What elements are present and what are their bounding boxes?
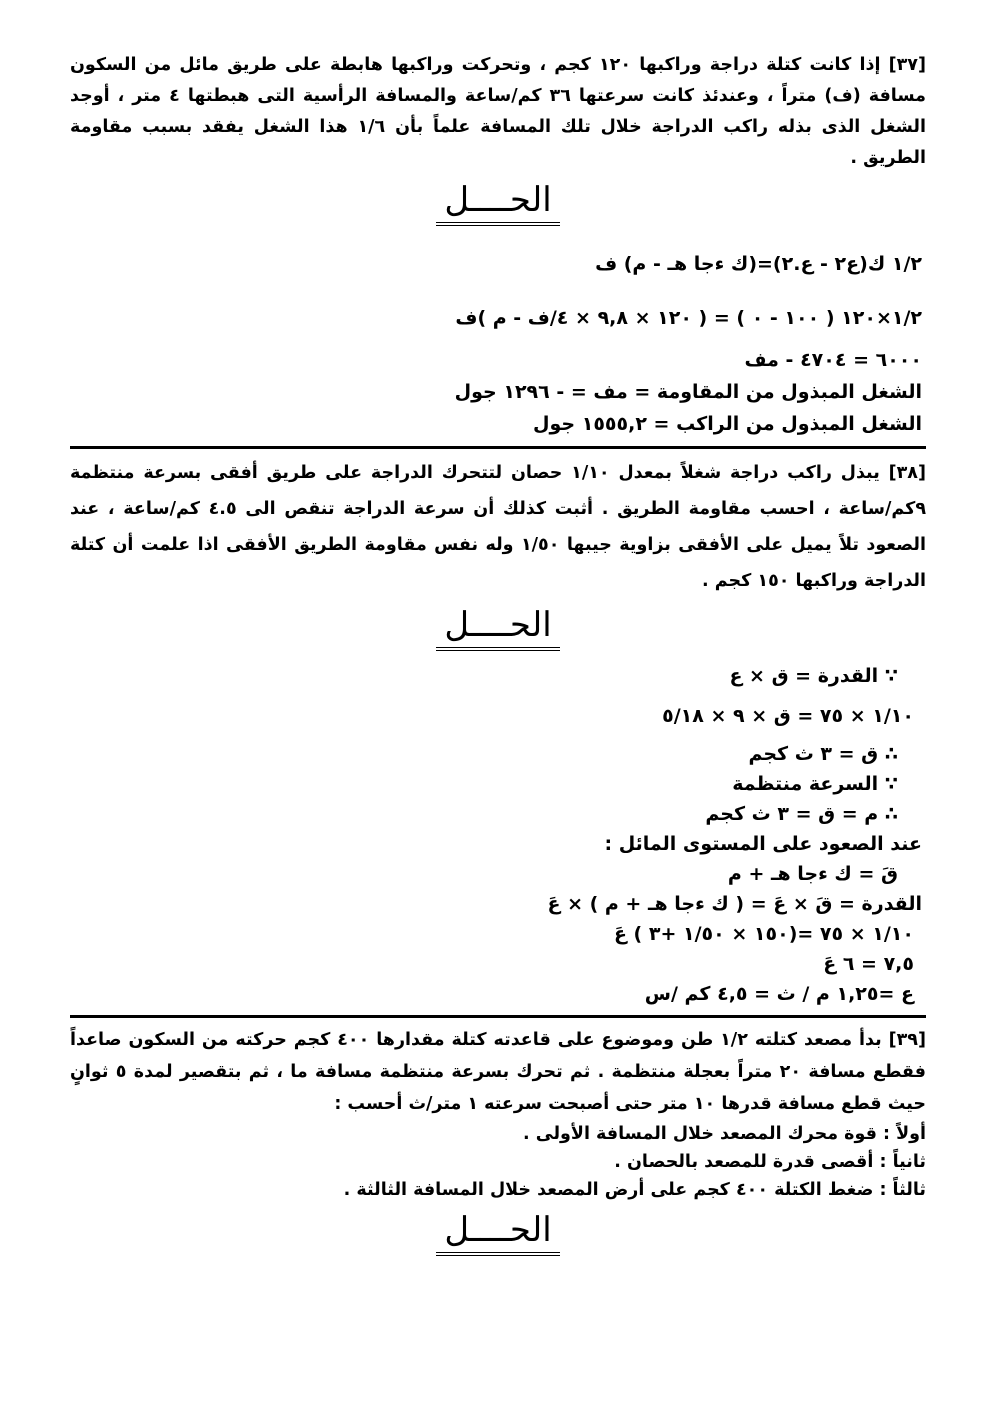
solution-37-line-4: الشغل المبذول من المقاومة = مف = - ١٢٩٦ جول <box>454 381 922 403</box>
solution-header-label: الحــــل <box>444 1210 552 1250</box>
solution-38-line-10: ٧,٥ = ٦ عَ <box>823 953 914 975</box>
solution-38-line-2: ١/١٠ × ٧٥ = ق × ٩ × ٥/١٨ <box>662 705 914 727</box>
solution-38-line-11: ع =١,٢٥ م / ث = ٤,٥ كم /س <box>644 983 914 1005</box>
problem-38-text: [٣٨] يبذل راكب دراجة شغلاً بمعدل ١/١٠ حصان لتتحرك الدراجة على طريق أفقى بسرعة منتظمة ٩كم/ساعة ، احسب مقاومة الطريق . أثبت كذلك أن سرعة الدراجة تنقص الى ٤.٥ كم/ساعة ، عند الصعود تلاً يميل على الأفقى بزاوية جيبها ١/٥٠ وله نفس مقاومة الطريق الأفقى اذا علمت أن كتلة الدراجة وراكبها ١٥٠ كجم . <box>70 463 926 591</box>
problem-39-item-2: ثانياً : أقصى قدرة للمصعد بالحصان . <box>614 1152 926 1172</box>
document-page <box>70 50 926 1266</box>
solution-header-38 <box>70 605 926 651</box>
solution-38-line-1: ∵ القدرة = ق × ع <box>729 665 898 687</box>
solution-38-line-9: ١/١٠ × ٧٥ =(١٥٠ × ١/٥٠ +٣ ) عَ <box>613 923 914 945</box>
solution-header-label: الحــــل <box>444 605 552 645</box>
solution-header-37 <box>70 180 926 226</box>
solution-38 <box>70 661 926 1009</box>
solution-38-line-5: ∴ م = ق = ٣ ث كجم <box>705 803 898 825</box>
problem-39-item-1: أولاً : قوة محرك المصعد خلال المسافة الأولى . <box>523 1124 926 1144</box>
solution-38-line-8: القدرة = قَ × عَ = ( ك ءجا هـ + م ) × عَ <box>547 893 922 915</box>
solution-37-line-2: ١/٢×١٢٠ ( ١٠٠ - ٠ ) = ( ١٢٠ × ٩,٨ × ٤/ف - م )ف <box>455 307 922 329</box>
solution-37-line-5: الشغل المبذول من الراكب = ١٥٥٥,٢ جول <box>533 413 922 435</box>
solution-38-line-6: عند الصعود على المستوى المائل : <box>604 833 922 855</box>
solution-header-label: الحــــل <box>444 180 552 220</box>
solution-header-39 <box>70 1210 926 1256</box>
solution-38-line-3: ∴ ق = ٣ ث كجم <box>748 743 898 765</box>
solution-37-line-1: ١/٢ ك(ع٢ - ع.٢)=(ك ءجا هـ - م) ف <box>595 253 922 275</box>
solution-38-line-7: قَ = ك ءجا هـ + م <box>727 863 898 885</box>
section-divider <box>70 1015 926 1018</box>
solution-37-line-3: ٦٠٠٠ = ٤٧٠٤ - مف <box>744 349 922 371</box>
problem-39-item-3: ثالثاً : ضغط الكتلة ٤٠٠ كجم على أرض المصعد خلال المسافة الثالثة . <box>343 1180 926 1200</box>
problem-39-text: [٣٩] بدأ مصعد كتلته ١/٢ طن وموضوع على قاعدته كتلة مقدارها ٤٠٠ كجم حركته من السكون صاعداً فقطع مسافة ٢٠ متراً بعجلة منتظمة . ثم تحرك بسرعة منتظمة مسافة ما ، ثم بتقصير لمدة ٥ ثوانٍ حيث قطع مسافة قدرها ١٠ متر حتى أصبحت سرعته ١ متر/ث أحسب : <box>70 1030 926 1114</box>
solution-38-line-4: ∵ السرعة منتظمة <box>732 773 898 795</box>
section-divider <box>70 446 926 449</box>
problem-37-text: [٣٧] إذا كانت كتلة دراجة وراكبها ١٢٠ كجم ، وتحركت وراكبها هابطة على طريق مائل من السكون مسافة (ف) متراً ، وعندئذ كانت سرعتها ٣٦ كم/ساعة والمسافة الرأسية التى هبطتها ٤ متر ، أوجد الشغل الذى بذله راكب الدراجة خلال تلك المسافة علماً بأن ١/٦ هذا الشغل يفقد بسبب مقاومة الطريق . <box>70 55 926 168</box>
